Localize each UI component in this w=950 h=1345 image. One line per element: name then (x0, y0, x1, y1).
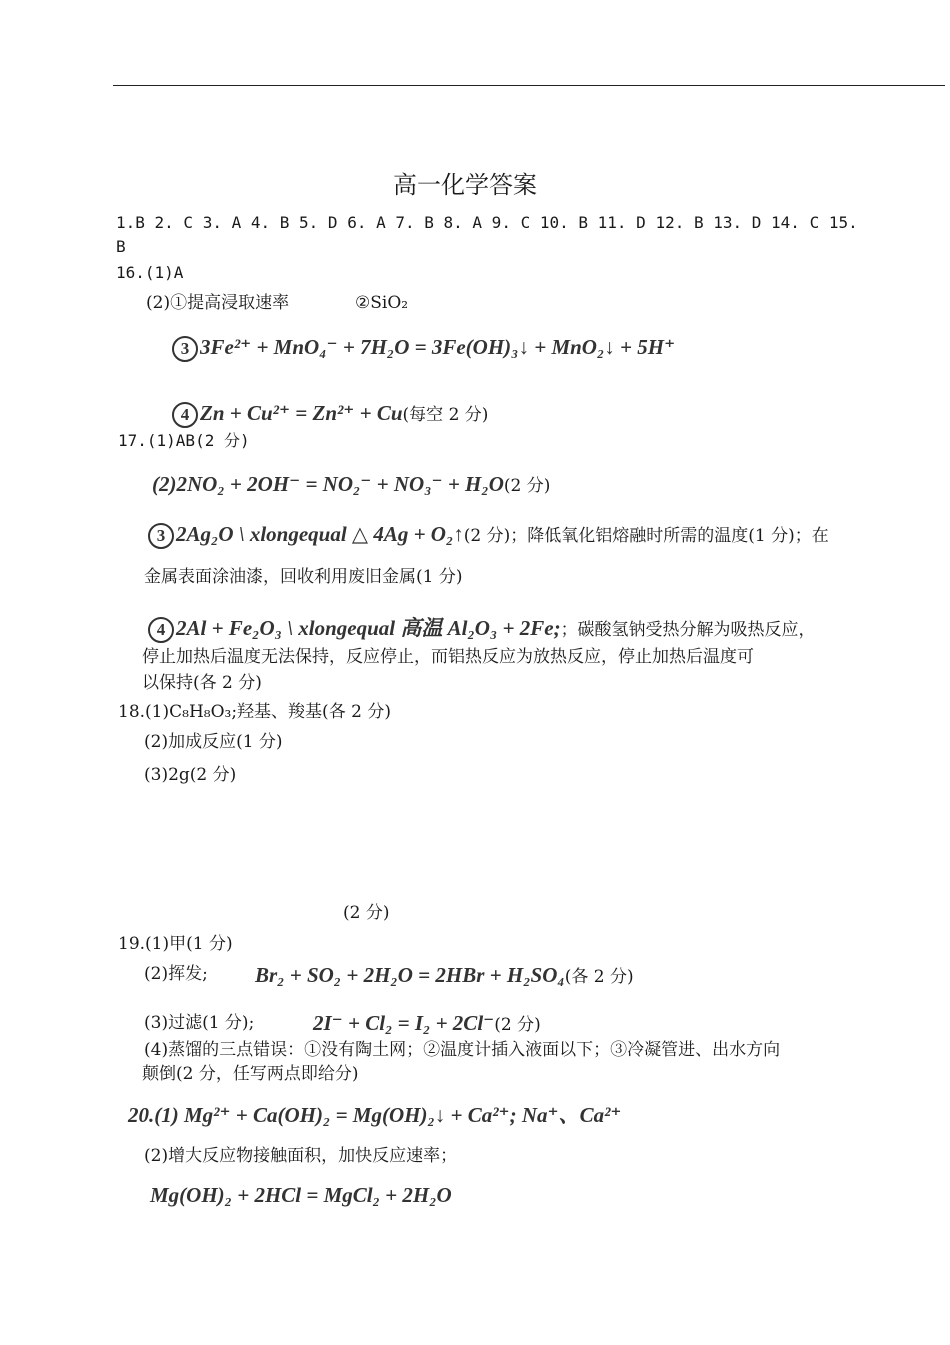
score-note: (2 分)；降低氧化铝熔融时所需的温度(1 分)；在 (463, 526, 829, 546)
score-note: (2 分) (503, 476, 551, 496)
score-note: (各 2 分) (564, 967, 634, 987)
q16-part1: 16.(1)A (116, 263, 184, 282)
q19-equation-3 (313, 1009, 541, 1039)
q17-equation-3 (148, 520, 829, 550)
page-title: 高一化学答案 (393, 171, 537, 199)
q17-equation-4 (148, 614, 816, 644)
q19-part4-line2: 颠倒(2 分，任写两点即给分) (142, 1064, 359, 1084)
q18-part1: 18.(1)C₈H₈O₃;羟基、羧基(各 2 分) (118, 702, 391, 722)
q19-part2: (2)挥发; (144, 964, 208, 984)
q18-part2: (2)加成反应(1 分) (144, 732, 283, 752)
circled-number: 4 (172, 402, 198, 428)
q20-part2: (2)增大反应物接触面积，加快反应速率； (144, 1146, 458, 1166)
q19-part1: 19.(1)甲(1 分) (118, 934, 233, 954)
q19-part3: (3)过滤(1 分); (144, 1013, 255, 1033)
score-note: ；碳酸氢钠受热分解为吸热反应， (560, 620, 816, 640)
q19-part4-line1: (4)蒸馏的三点错误：①没有陶土网；②温度计插入液面以下；③冷凝管进、出水方向 (144, 1040, 781, 1060)
q20-equation-1 (128, 1101, 622, 1129)
equation-text: Br₂ + SO₂ + 2H₂O = 2HBr + H₂SO₄ (255, 963, 565, 987)
equation-text: 2I⁻ + Cl₂ = I₂ + 2Cl⁻ (313, 1011, 495, 1035)
q16-equation-3 (172, 333, 675, 362)
q20-equation-3 (150, 1181, 452, 1209)
header-rule (113, 85, 945, 86)
q18-part3: (3)2g(2 分) (144, 765, 237, 785)
score-note: (每空 2 分) (402, 405, 489, 425)
mc-answers-line1: 1.B 2. C 3. A 4. B 5. D 6. A 7. B 8. A 9. C 10. B 11. D 12. B 13. D 14. C 15. (116, 213, 858, 232)
q16-part2a: (2)①提高浸取速率 (146, 293, 290, 313)
circled-number: 3 (148, 523, 174, 549)
equation-text: Mg(OH)₂ + 2HCl = MgCl₂ + 2H₂O (150, 1183, 452, 1207)
q17-part3-cont: 金属表面涂油漆，回收利用废旧金属(1 分) (144, 567, 463, 587)
circled-number: 4 (148, 617, 174, 643)
q16-equation-4 (172, 399, 488, 429)
q18-part4-score: (2 分) (343, 903, 390, 923)
q17-part1: 17.(1)AB(2 分) (118, 431, 250, 450)
circled-number: 3 (172, 336, 198, 362)
q17-equation-2 (152, 470, 550, 500)
q16-part2b: ②SiO₂ (355, 293, 409, 313)
q17-part4-cont1: 停止加热后温度无法保持，反应停止，而铝热反应为放热反应，停止加热后温度可 (142, 647, 754, 667)
equation-text: 2Ag₂O \ xlongequal △ 4Ag + O₂↑ (176, 522, 464, 546)
q17-part4-cont2: 以保持(各 2 分) (142, 673, 262, 693)
equation-text: 2Al + Fe₂O₃ \ xlongequal 高温 Al₂O₃ + 2Fe; (176, 616, 561, 640)
equation-text: 3Fe²⁺ + MnO₄⁻ + 7H₂O = 3Fe(OH)₃↓ + MnO₂↓ + 5H⁺ (200, 335, 676, 359)
equation-text: 20.(1) Mg²⁺ + Ca(OH)₂ = Mg(OH)₂↓ + Ca²⁺; Na⁺、Ca²⁺ (128, 1103, 622, 1127)
q19-equation-2 (255, 961, 634, 991)
mc-answers-line2: B (116, 237, 126, 256)
equation-text: Zn + Cu²⁺ = Zn²⁺ + Cu (200, 401, 403, 425)
score-note: (2 分) (494, 1015, 541, 1035)
equation-text: (2)2NO₂ + 2OH⁻ = NO₂⁻ + NO₃⁻ + H₂O (152, 472, 504, 496)
